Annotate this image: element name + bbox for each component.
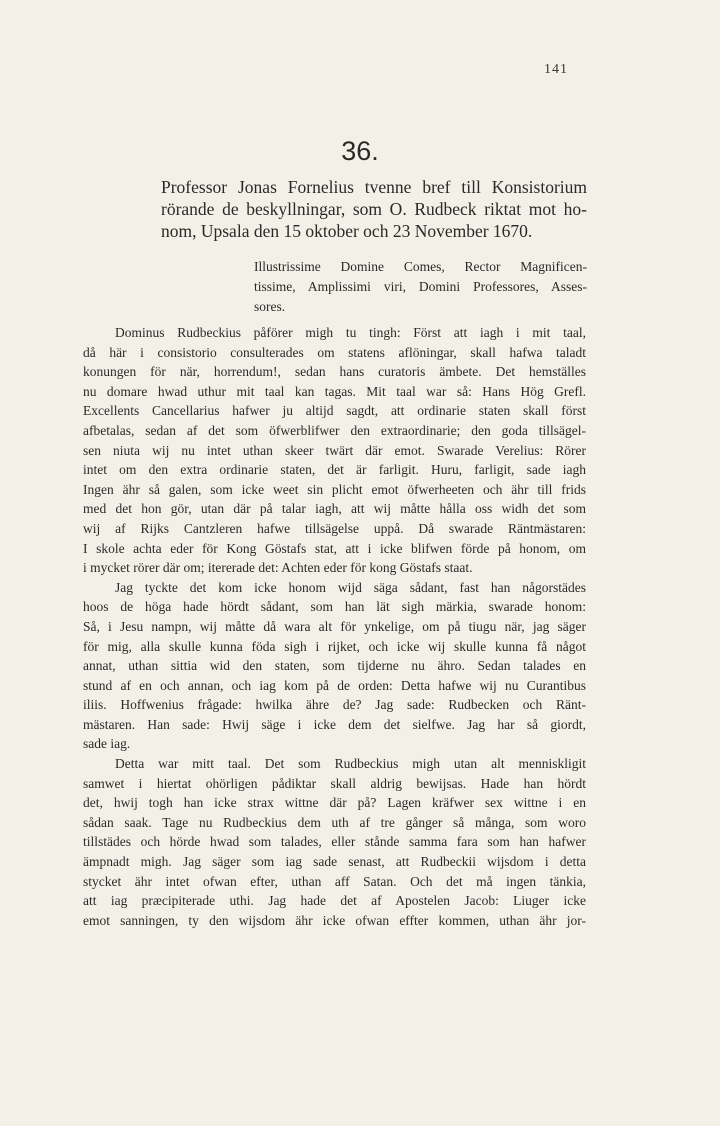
body-line: Excellents Cancellarius hafwer ju altijd sagdt, att ordinarie staten skall först [83,403,586,419]
document-title [161,176,587,242]
salutation-line: tissime, Amplissimi viri, Domini Professores, Asses- [254,279,587,294]
body-line: samwet i hiertat ohörligen pådiktar skall aldrig bewijsas. Hade han hördt [83,775,586,791]
body-line: hoos de höga hade hördt sådant, som han lät sigh märkia, swarade honom: [83,599,586,615]
title-line: nom, Upsala den 15 oktober och 23 November 1670. [161,221,533,241]
body-line: det, hwij togh han icke strax wittne där på? Lagen kräfwer sex wittne i en [83,795,586,811]
body-line: emot sanningen, ty den wijsdom ähr icke ofwan effter kommen, uthan ähr jor- [83,912,586,928]
body-line: konungen för när, horrendum!, sedan hans curatoris ämbete. Det hemställes [83,364,586,380]
salutation-line: Illustrissime Domine Comes, Rector Magnificen- [254,259,587,274]
body-line: Dominus Rudbeckius påförer migh tu tingh: Först att iagh i mit taal, [115,325,586,340]
body-line: nu domare hwad uthur mit taal kan tagas. Mit taal war så: Hans Hög Grefl. [83,383,586,399]
body-line: annat, uthan sittia wid den staten, som tijderne nu ähro. Sedan talades en [83,658,586,674]
body-line: i mycket rörer där om; itererade det: Achten eder för kong Göstafs staat. [83,560,473,576]
body-line: Detta war mitt taal. Det som Rudbeckius migh utan alt menniskligit [115,756,586,772]
body-line: med det hon gör, utan där på talar iagh, att wij måtte hålla oss widh det som [83,501,586,517]
body-line: Ingen ähr så galen, som icke weet sin plicht emot öfwerheeten och ähr till frids [83,481,586,497]
body-text [83,323,586,930]
body-line: stycket ähr intet ofwan efter, uthan aff Satan. Och det må ingen tänkia, [83,873,586,889]
body-line: sen niuta wij nu intet uthan skeer twärt där emot. Swarade Verelius: Rörer [83,442,586,458]
document-number: 36. [341,136,379,166]
body-line: intet om den extra ordinarie staten, det är farligit. Huru, farligit, sade iagh [83,462,586,478]
page-number: 141 [544,62,568,77]
body-line: sådan saak. Tage nu Rudbeckius dem uth af tre gånger så många, som woro [83,814,586,830]
body-line: I skole achta eder för Kong Göstafs stat, att i icke blifwen förde på honom, om [83,540,586,556]
title-line: Professor Jonas Fornelius tvenne bref till Konsistorium [161,177,587,197]
title-line: rörande de beskyllningar, som O. Rudbeck riktat mot ho- [161,199,587,219]
body-line: då här i consistorio consulterades om statens aflöningar, skall hafwa taladt [83,344,586,360]
body-line: afbetalas, sedan af det som öfwerblifwer den extraordinarie; den goda tillsägel- [83,422,586,438]
body-line: mästaren. Han sade: Hwij säge i icke dem det sielfwe. Jag har så giordt, [83,716,586,732]
body-line: wij af Rijks Cantzleren hafwe tillsägelse uppå. Då swarade Räntmästaren: [83,520,586,536]
salutation [254,257,587,317]
body-line: Jag tyckte det kom icke honom wijd säga sådant, fast han någorstädes [115,579,586,595]
salutation-line: sores. [254,299,286,314]
body-line: tillstädes och hörde hwad som talades, eller stånde samma fara som han hafwer [83,834,586,850]
body-line: Så, i Jesu nampn, wij måtte då wara alt för ynkelige, om på tiugu när, jag säger [83,618,586,634]
body-line: ämpnadt migh. Jag säger som iag sade senast, att Rudbeckii wijsdom i detta [83,854,586,870]
body-line: stund af en och annan, och iag kom på de orden: Detta hafwe wij nu Curantibus [83,677,586,693]
body-line: för mig, alla skulle kunna föda sigh i rijket, och icke wij skulle kunna få något [83,638,586,654]
body-line: iliis. Hoffwenius frågade: hwilka ähre de? Jag sade: Rudbecken och Ränt- [83,697,586,713]
body-line: sade iag. [83,736,131,752]
body-line: att iag præcipiterade uthi. Jag hade det af Apostelen Jacob: Liuger icke [83,893,586,909]
